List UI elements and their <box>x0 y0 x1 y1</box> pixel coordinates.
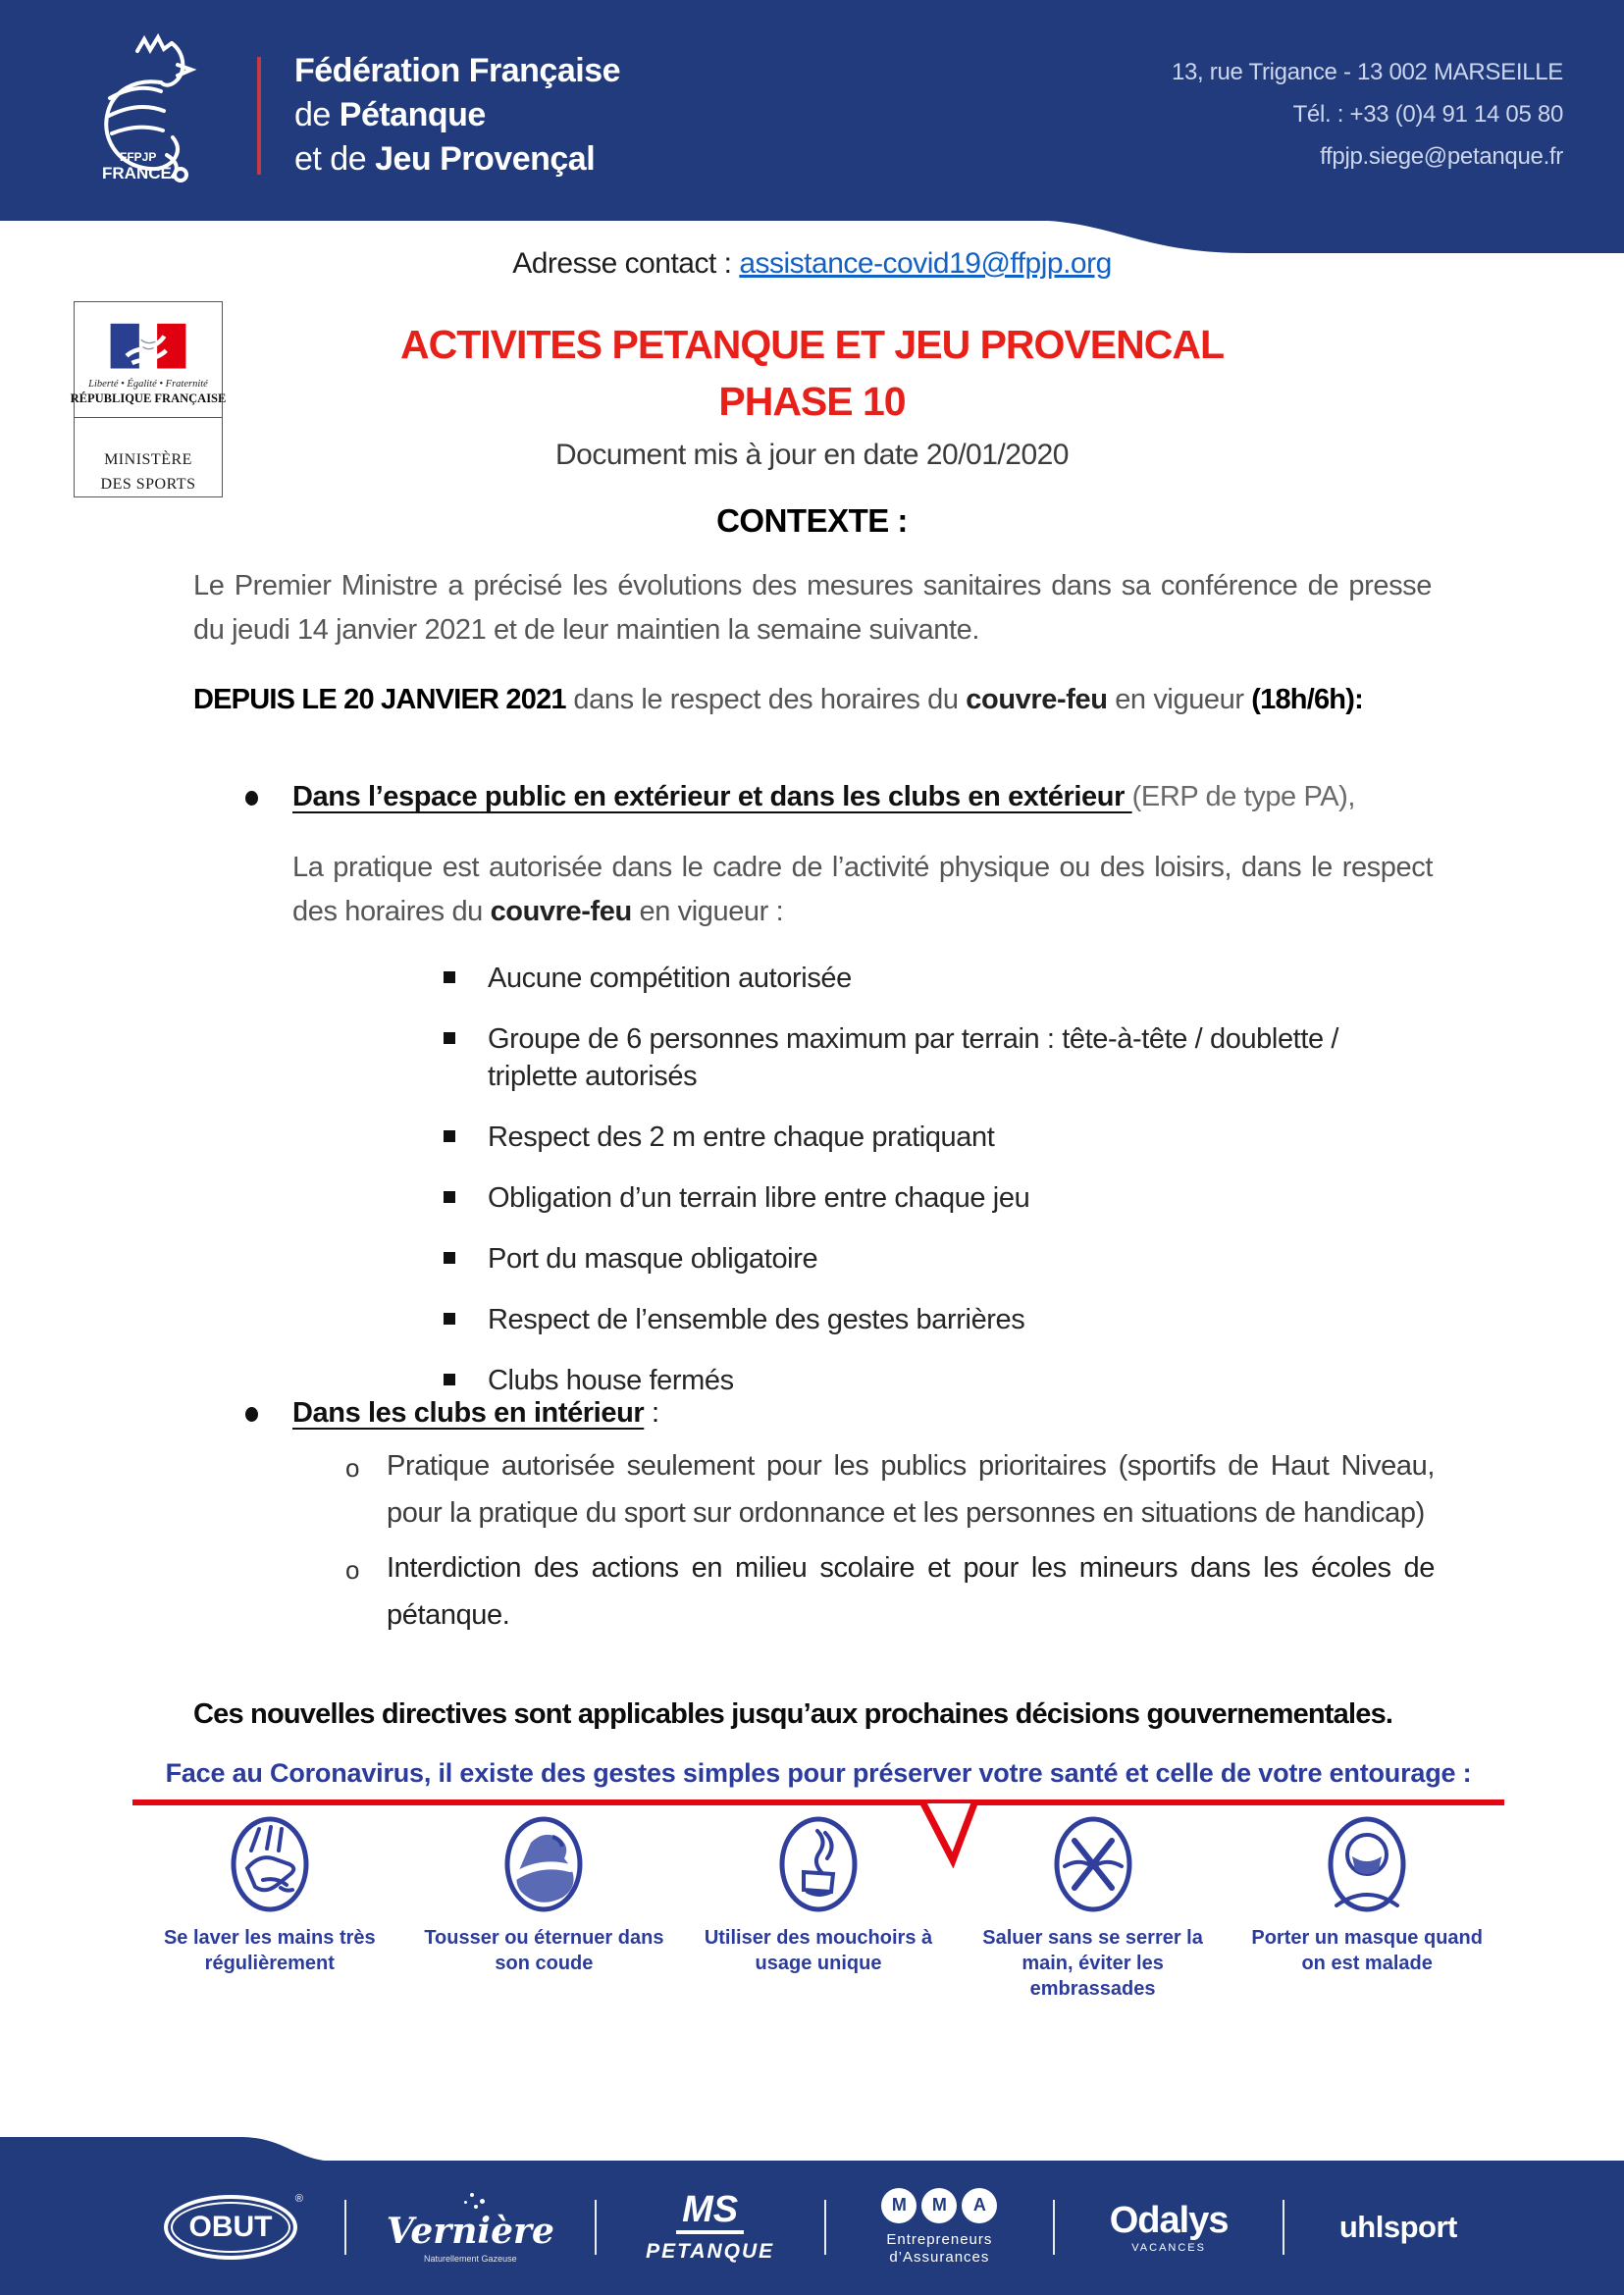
org-line-2: de Pétanque <box>294 96 486 133</box>
header-red-divider <box>257 57 261 175</box>
wash-hands-icon <box>230 1815 310 1913</box>
mma-logo <box>865 2188 1013 2267</box>
outdoor-rules-list <box>488 960 1432 1423</box>
rule-item: Respect des 2 m entre chaque pratiquant <box>488 1119 1432 1156</box>
obut-oval: OBUT ® <box>164 2195 297 2260</box>
banner-title: Face au Coronavirus, il existe des gestes simples pour préserver votre santé et celle de votre entourage : <box>165 1758 1472 1788</box>
square-bullet-icon <box>444 1191 455 1203</box>
gesture-caption: Utiliser des mouchoirs à usage unique <box>704 1927 933 1974</box>
coronavirus-banner <box>132 1758 1504 2000</box>
gesture-caption: Se laver les mains très régulièrement <box>163 1927 376 1974</box>
directives-statement: Ces nouvelles directives sont applicables jusqu’aux prochaines décisions gouvernementales. <box>193 1698 1393 1730</box>
sponsor-logos-row <box>157 2180 1472 2273</box>
contact-email-link[interactable]: assistance-covid19@ffpjp.org <box>739 247 1112 280</box>
doc-title-line1: ACTIVITES PETANQUE ET JEU PROVENCAL <box>399 322 1224 367</box>
cough-elbow-icon <box>503 1815 584 1913</box>
indoor-items-list <box>345 1442 1435 1646</box>
sponsor-separator <box>595 2200 597 2255</box>
org-line-1: Fédération Française <box>294 52 621 89</box>
uhlsport-logo: uhlsport <box>1338 2209 1457 2244</box>
header-phone: Tél. : +33 (0)4 91 14 05 80 <box>1292 101 1563 128</box>
context-heading: CONTEXTE : <box>716 502 908 539</box>
curfew-word-2: couvre-feu <box>490 896 632 927</box>
org-line-3: et de Jeu Provençal <box>294 140 596 178</box>
federation-name <box>294 49 620 182</box>
sponsor-separator <box>1053 2200 1055 2255</box>
since-line: DEPUIS LE 20 JANVIER 2021 dans le respect des horaires du couvre-feu en vigueur (18h/6h): <box>193 684 1363 715</box>
bullet-dot-icon <box>245 791 258 806</box>
header-email: ffpjp.siege@petanque.fr <box>1320 143 1563 170</box>
rule-item: Aucune compétition autorisée <box>488 960 1432 997</box>
circle-bullet-icon: o <box>345 1453 360 1483</box>
rule-item: Port du masque obligatoire <box>488 1240 1432 1278</box>
indoor-bullet-label: Dans les clubs en intérieur <box>292 1397 645 1429</box>
no-handshake-icon <box>1053 1815 1133 1913</box>
square-bullet-icon <box>444 1313 455 1325</box>
gestures-row <box>132 1815 1504 2002</box>
gesture-item <box>1230 1815 1504 2002</box>
gesture-caption: Tousser ou éternuer dans son coude <box>424 1927 664 1974</box>
contact-label: Adresse contact : <box>512 247 740 280</box>
rule-item: Groupe de 6 personnes maximum par terrain : tête-à-tête / doublette / triplette autorisés <box>488 1020 1432 1095</box>
gesture-caption: Saluer sans se serrer la main, éviter les embrassades <box>982 1927 1203 2000</box>
ms-petanque-logo: MS PETANQUE <box>646 2188 775 2263</box>
obut-logo <box>157 2192 304 2260</box>
logo-ffpjp-text: FFPJP <box>120 150 157 164</box>
square-bullet-icon <box>444 1252 455 1264</box>
ministry-name: MINISTÈRE DES SPORTS <box>100 451 196 493</box>
bullet-dot-icon <box>245 1407 258 1422</box>
sponsor-separator <box>344 2200 346 2255</box>
mma-circles: M M A <box>881 2188 997 2223</box>
rule-item: Clubs house fermés <box>488 1362 1432 1399</box>
logo-france-text: FRANCE <box>102 164 172 183</box>
gesture-item <box>132 1815 407 2002</box>
rule-item: Respect de l’ensemble des gestes barrières <box>488 1301 1432 1338</box>
square-bullet-icon <box>444 1130 455 1142</box>
gesture-caption: Porter un masque quand on est malade <box>1251 1927 1483 1974</box>
outdoor-bullet: Dans l’espace public en extérieur et dans les clubs en extérieur (ERP de type PA), <box>292 781 1355 813</box>
sponsor-separator <box>1283 2200 1284 2255</box>
header-contact-block <box>1172 51 1563 178</box>
curfew-word: couvre-feu <box>966 684 1108 715</box>
gesture-item <box>681 1815 956 2002</box>
ministry-motto: Liberté • Égalité • Fraternité <box>88 379 208 390</box>
odalys-logo: Odalys VACANCES <box>1109 2200 1229 2254</box>
indoor-bullet: Dans les clubs en intérieur : <box>292 1397 659 1430</box>
mma-subtitle: Entrepreneurs d’Assurances <box>886 2230 993 2266</box>
outdoor-bullet-label: Dans l’espace public en extérieur et dans les clubs en extérieur <box>292 781 1132 812</box>
gesture-item <box>956 1815 1231 2002</box>
doc-updated-date: Document mis à jour en date 20/01/2020 <box>554 439 1069 471</box>
rule-item: Obligation d’un terrain libre entre chaque jeu <box>488 1179 1432 1217</box>
ffpjp-rooster-logo <box>77 29 214 186</box>
tissue-icon <box>778 1815 859 1913</box>
footer-swoosh <box>0 2134 1624 2162</box>
gesture-item <box>407 1815 682 2002</box>
circle-bullet-icon: o <box>345 1555 360 1585</box>
ministry-republic: RÉPUBLIQUE FRANÇAISE <box>70 391 227 405</box>
indoor-item: o Interdiction des actions en milieu scolaire et pour les mineurs dans les écoles de pétanque. <box>387 1544 1435 1639</box>
square-bullet-icon <box>444 971 455 983</box>
header-band <box>0 0 1624 221</box>
mask-icon <box>1327 1815 1407 1913</box>
header-address: 13, rue Trigance - 13 002 MARSEILLE <box>1171 59 1563 85</box>
doc-title-line2: PHASE 10 <box>718 379 906 424</box>
square-bullet-icon <box>444 1032 455 1044</box>
curfew-hours: (18h/6h): <box>1251 684 1363 715</box>
contact-line <box>0 247 1624 281</box>
outdoor-paragraph: La pratique est autorisée dans le cadre de l’activité physique ou des loisirs, dans le respect des horaires du couvre-feu en vigueur : <box>292 852 1433 927</box>
sponsor-separator <box>824 2200 826 2255</box>
square-bullet-icon <box>444 1374 455 1385</box>
verniere-logo: Vernière Naturellement Gazeuse <box>387 2191 554 2264</box>
since-date: DEPUIS LE 20 JANVIER 2021 <box>193 684 566 715</box>
context-paragraph: Le Premier Ministre a précisé les évolutions des mesures sanitaires dans sa conférence de presse du jeudi 14 janvier 2021 et de leur maintien la semaine suivante. <box>193 570 1432 646</box>
indoor-item: o Pratique autorisée seulement pour les publics prioritaires (sportifs de Haut Niveau, pour la pratique du sport sur ordonnance et les personnes en situations de handicap) <box>387 1442 1435 1537</box>
verniere-sparkles <box>441 2191 499 2211</box>
